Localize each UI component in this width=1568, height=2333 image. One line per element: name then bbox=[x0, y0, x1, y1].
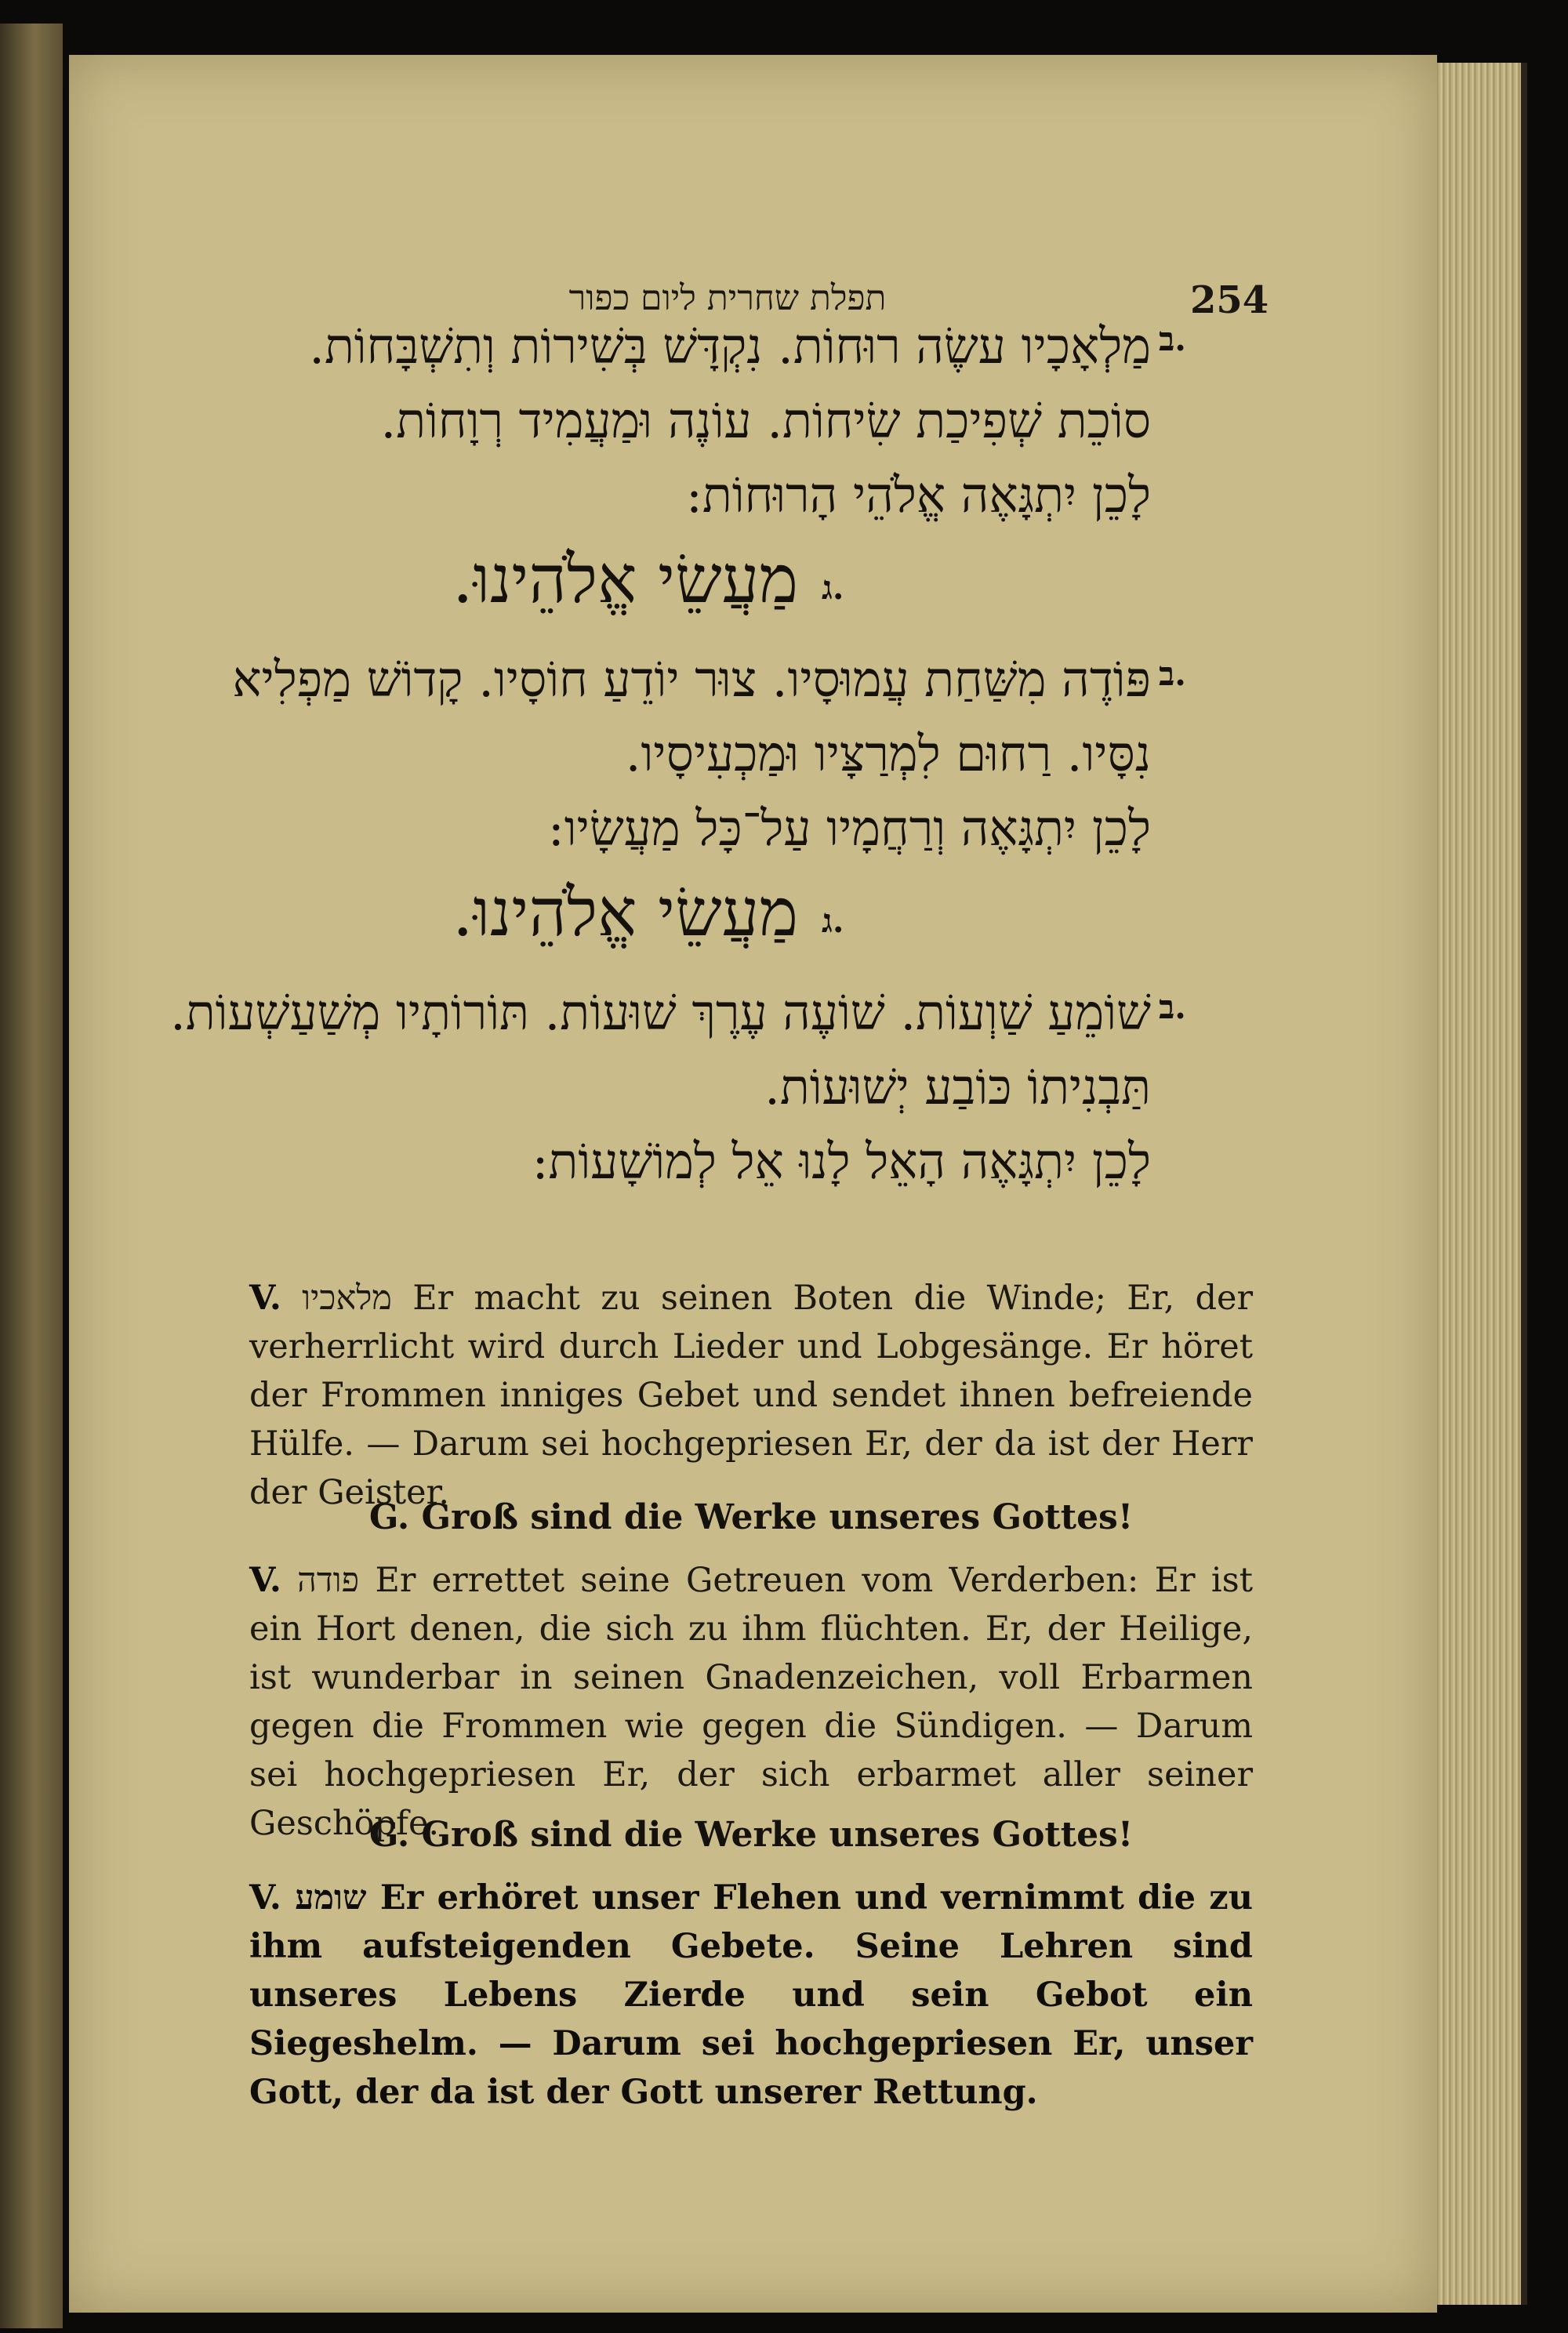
hebrew-line: מַלְאָכָיו עשֶׂה רוּחוֹת. נִקְדָּשׁ בְּשִׁירוֹת וְתִשְׁבָּחוֹת. bbox=[309, 317, 1151, 375]
hebrew-line: פּוֹדֶה מִשַּׁחַת עֲמוּסָיו. צוּר יוֹדֵעַ חוֹסָיו. קָדוֹשׁ מַפְלִיא bbox=[232, 651, 1151, 708]
paragraph-text: Er macht zu seinen Boten die Winde; Er, der verherrlicht wird durch Lieder und Lobgesänge. Er höret der Frommen inniges Gebet und sendet ihnen befreiende Hülfe. — Darum sei hochgepriesen Er, der da ist der Herr der Geister. bbox=[249, 1279, 1254, 1512]
verse-marker: ב. bbox=[1159, 320, 1186, 358]
paragraph-text: Er errettet seine Getreuen vom Verderben: Er ist ein Hort denen, die sich zu ihm flüchten. Er, der Heilige, ist wunderbar in seinen Gnadenzeichen, voll Erbarmen gegen die Frommen wie gegen die Sündigen. — Darum sei hochgepriesen Er, der sich erbarmet aller seiner Geschöpfe. bbox=[249, 1561, 1254, 1843]
hebrew-line: לָכֵן יִתְגָּאֶה וְרַחֲמָיו עַל־כָּל מַעֲשָׂיו: bbox=[547, 800, 1151, 857]
refrain-marker: ג. bbox=[822, 568, 844, 607]
hebrew-line: לָכֵן יִתְגָּאֶה הָאֵל לָנוּ אֵל לְמוֹשָׁעוֹת: bbox=[532, 1133, 1151, 1190]
book-page bbox=[69, 55, 1437, 2313]
hebrew-keyword: שומע bbox=[295, 1878, 367, 1918]
verse-marker: ב. bbox=[1159, 988, 1186, 1026]
paragraph-marker: V. bbox=[249, 1561, 281, 1600]
page-number: 254 bbox=[1190, 278, 1269, 322]
left-page-edge bbox=[0, 24, 63, 2328]
paragraph-marker: V. bbox=[249, 1878, 281, 1918]
hebrew-keyword: פודה bbox=[297, 1561, 360, 1600]
verse-marker: ב. bbox=[1159, 655, 1186, 693]
german-paragraph bbox=[249, 1874, 1253, 2117]
hebrew-keyword: מלאכיו bbox=[302, 1279, 392, 1318]
hebrew-line: סוֹכֵת שְׁפִיכַת שִׂיחוֹת. עוֹנֶה וּמַעֲמִיד רְוָחוֹת. bbox=[380, 392, 1151, 449]
paragraph-text: Er erhöret unser Flehen und vernimmt die zu ihm aufsteigenden Gebete. Seine Lehren sind unseres Lebens Zierde und sein Gebot ein Siegeshelm. — Darum sei hochgepriesen Er, unser Gott, der da ist der Gott unserer Rettung. bbox=[249, 1878, 1253, 2112]
hebrew-refrain: מַעֲשֵׂי אֱלֹהֵינוּ. bbox=[452, 874, 798, 951]
hebrew-line: לָכֵן יִתְגָּאֶה אֱלֹהֵי הָרוּחוֹת: bbox=[686, 466, 1151, 524]
hebrew-line: תַּבְנִיתוֹ כּוֹבַע יְשׁוּעוֹת. bbox=[764, 1058, 1151, 1116]
german-paragraph bbox=[249, 1556, 1253, 1848]
hebrew-line: שׁוֹמֵעַ שַׁוְעוֹת. שׁוֹעֶה עֶרֶךְ שׁוּעוֹת. תּוֹרוֹתָיו מְשַׁעַשְׁעוֹת. bbox=[170, 984, 1151, 1041]
hebrew-refrain: מַעֲשֵׂי אֱלֹהֵינוּ. bbox=[452, 541, 798, 618]
paragraph-marker: V. bbox=[249, 1279, 281, 1318]
page-stack-edge bbox=[1427, 63, 1527, 2305]
refrain-marker: ג. bbox=[822, 902, 844, 940]
german-paragraph bbox=[249, 1274, 1253, 1517]
refrain-heading: G. Groß sind die Werke unseres Gottes! bbox=[368, 1815, 1134, 1855]
hebrew-line: נִסָּיו. רַחוּם לִמְרַצָּיו וּמַכְעִיסָיו. bbox=[625, 725, 1151, 782]
running-header-hebrew: תפלת שחרית ליום כפור bbox=[568, 278, 887, 318]
refrain-heading: G. Groß sind die Werke unseres Gottes! bbox=[368, 1497, 1134, 1537]
